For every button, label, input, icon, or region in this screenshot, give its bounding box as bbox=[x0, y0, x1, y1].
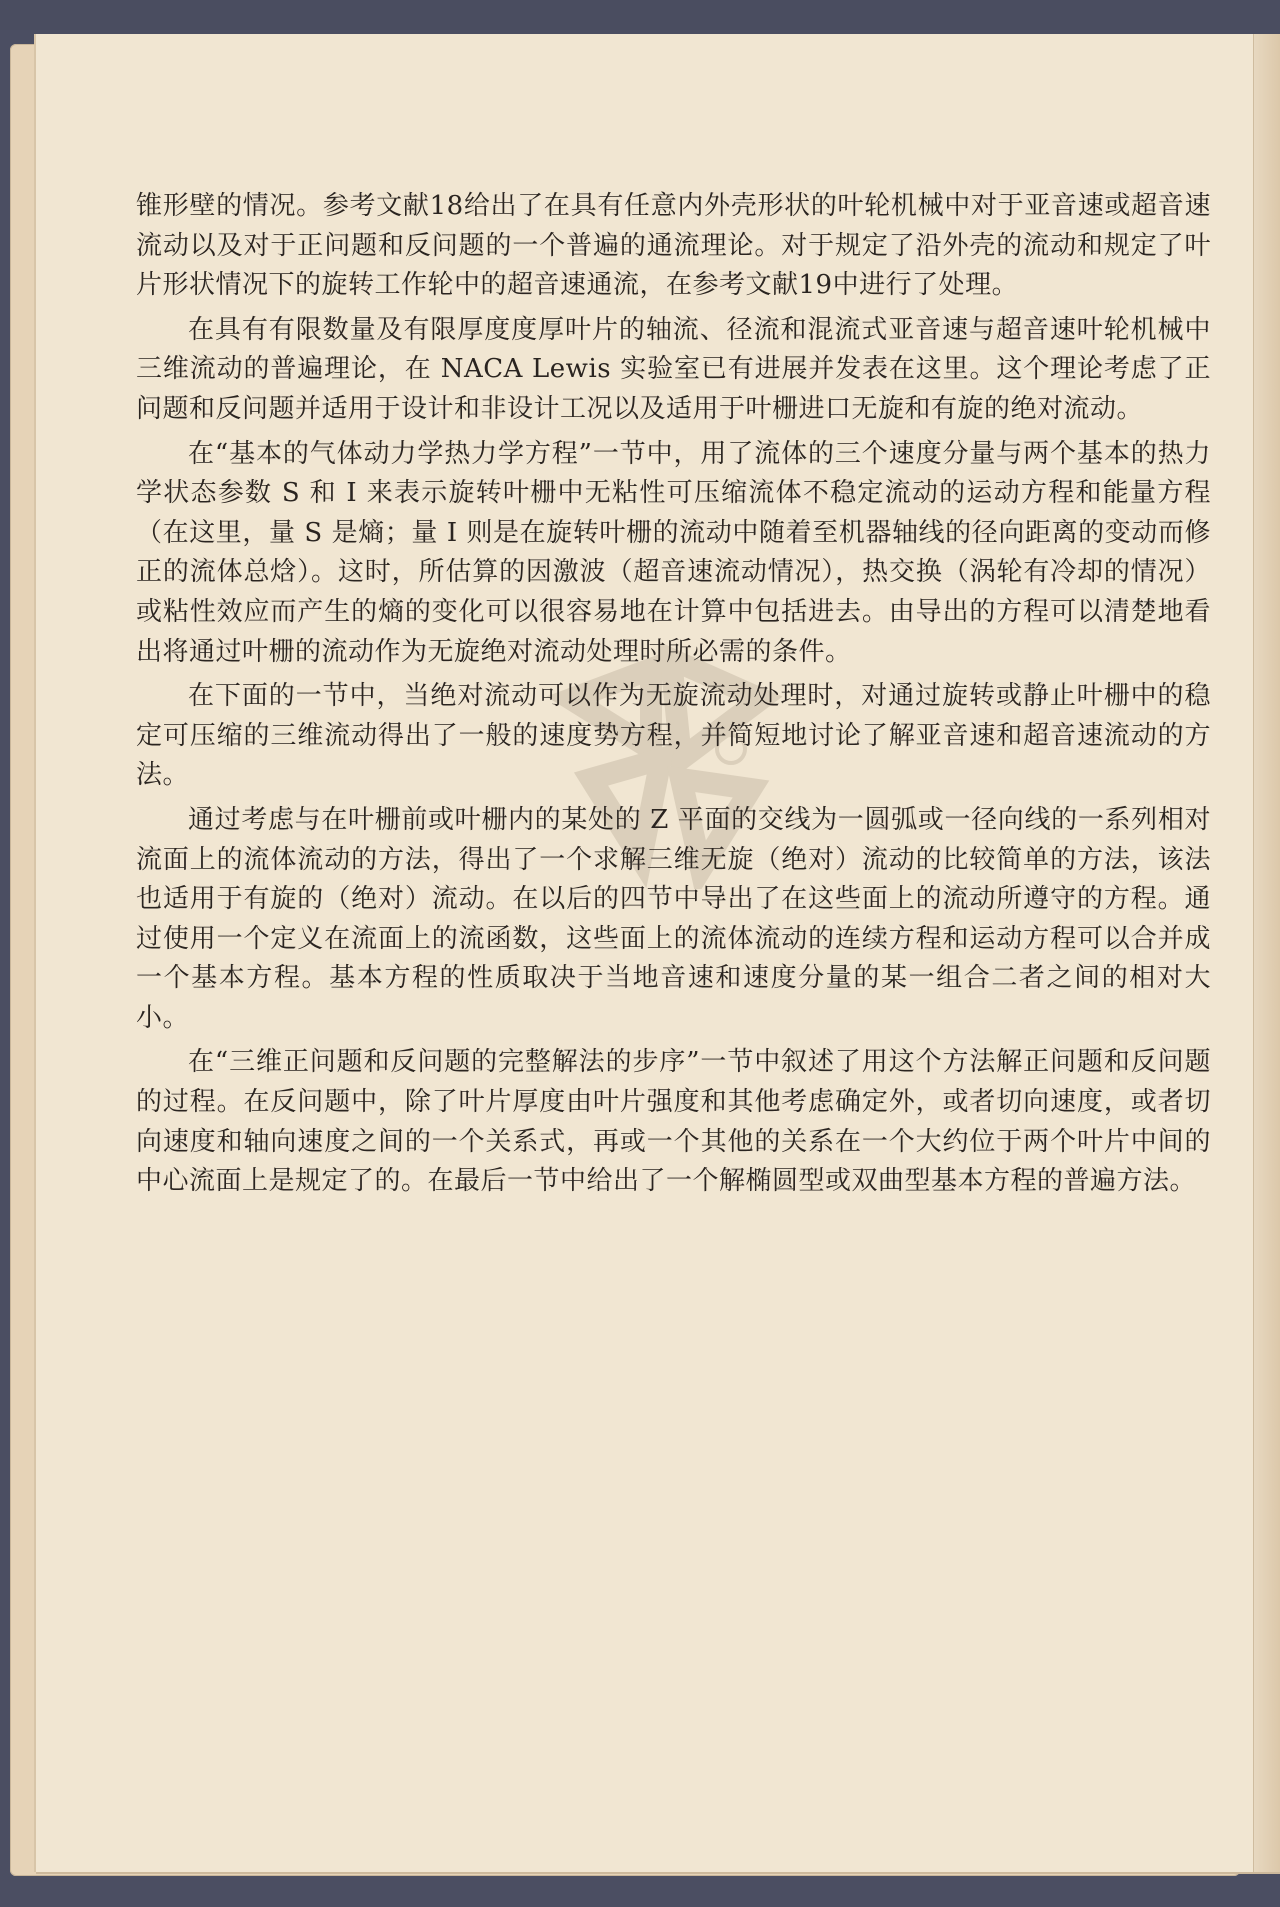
paragraph-5: 通过考虑与在叶栅前或叶栅内的某处的 Z 平面的交线为一圆弧或一径向线的一系列相对流面上的流体流动的方法，得出了一个求解三维无旋（绝对）流动的比较简单的方法，该法也适用于有旋的（绝对）流动。在以后的四节中导出了在这些面上的流动所遵守的方程。通过使用一个定义在流面上的流函数，这些面上的流体流动的连续方程和运动方程可以合并成一个基本方程。基本方程的性质取决于当地音速和速度分量的某一组合二者之间的相对大小。 bbox=[136, 804, 1211, 1033]
paragraph-3: 在“基本的气体动力学热力学方程”一节中，用了流体的三个速度分量与两个基本的热力学状态参数 S 和 I 来表示旋转叶栅中无粘性可压缩流体不稳定流动的运动方程和能量方程（在这里，量 S 是熵；量 I 则是在旋转叶栅的流动中随着至机器轴线的径向距离的变动而修正的流体总焓）。这时，所估算的因激波（超音速流动情况），热交换（涡轮有冷却的情况）或粘性效应而产生的熵的变化可以很容易地在计算中包括进去。由导出的方程可以清楚地看出将通过叶栅的流动作为无旋绝对流动处理时所必需的条件。 bbox=[136, 438, 1211, 667]
page-right-edge bbox=[1253, 34, 1280, 1872]
paragraph-2: 在具有有限数量及有限厚度度厚叶片的轴流、径流和混流式亚音速与超音速叶轮机械中三维流动的普遍理论，在 NACA Lewis 实验室已有进展并发表在这里。这个理论考虑了正问题和反问题并适用于设计和非设计工况以及适用于叶栅进口无旋和有旋的绝对流动。 bbox=[136, 314, 1211, 424]
body-text bbox=[136, 187, 1211, 1207]
paragraph-6: 在“三维正问题和反问题的完整解法的步序”一节中叙述了用这个方法解正问题和反问题的过程。在反问题中，除了叶片厚度由叶片强度和其他考虑确定外，或者切向速度，或者切向速度和轴向速度之间的一个关系式，再或一个其他的关系在一个大约位于两个叶片中间的中心流面上是规定了的。在最后一节中给出了一个解椭圆型或双曲型基本方程的普遍方法。 bbox=[136, 1047, 1211, 1197]
paragraph-4: 在下面的一节中，当绝对流动可以作为无旋流动处理时，对通过旋转或静止叶栅中的稳定可压缩的三维流动得出了一般的速度势方程，并简短地讨论了解亚音速和超音速流动的方法。 bbox=[136, 681, 1211, 791]
paragraph-1: 锥形壁的情况。参考文献18给出了在具有任意内外壳形状的叶轮机械中对于亚音速或超音速流动以及对于正问题和反问题的一个普遍的通流理论。对于规定了沿外壳的流动和规定了叶片形状情况下的旋转工作轮中的超音速通流，在参考文献19中进行了处理。 bbox=[136, 191, 1211, 301]
scan-background-top bbox=[0, 0, 1280, 30]
document-page bbox=[36, 34, 1280, 1872]
